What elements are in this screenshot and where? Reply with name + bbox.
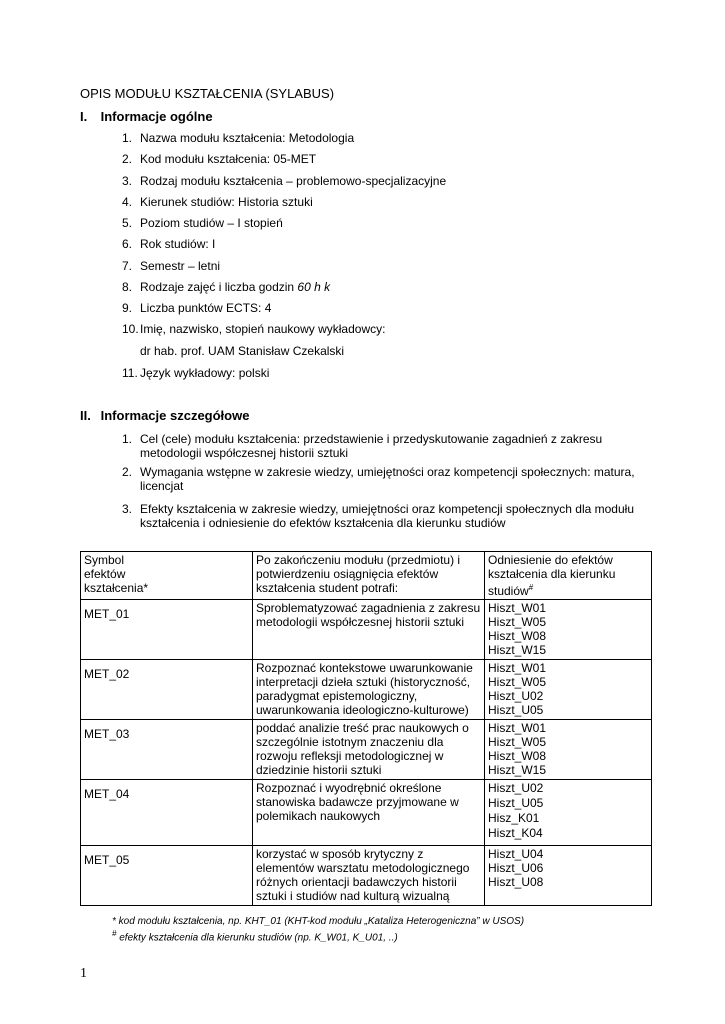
row-reference: Hiszt_W08: [488, 749, 547, 763]
row-description-cell: [253, 600, 485, 660]
table-row: [81, 780, 652, 846]
list-item-number: 10.: [122, 322, 139, 336]
list-item-text: Liczba punktów ECTS: 4: [140, 301, 272, 315]
row-description-line: rozwoju refleksji metodologicznej w: [256, 749, 444, 763]
table-row: [81, 660, 652, 720]
list-item-text: Cel (cele) modułu kształcenia: przedstawienie i przedyskutowanie zagadnień z zakresu metodologii współczesnej historii sztuki: [140, 432, 603, 460]
list-item-text: Wymagania wstępne w zakresie wiedzy, umiejętności oraz kompetencji społecznych: matura, licencjat: [140, 465, 635, 493]
row-description-cell: [253, 720, 485, 780]
row-reference-cell: [485, 600, 652, 660]
list-item-number: 8.: [122, 280, 133, 294]
section-2-heading: [80, 408, 249, 423]
list-item-text: Poziom studiów – I stopień: [140, 216, 283, 230]
row-reference: Hiszt_W05: [488, 615, 547, 629]
list-item-text: [140, 280, 330, 294]
row-reference: Hiszt_W05: [488, 735, 547, 749]
document-title: OPIS MODUŁU KSZTAŁCENIA (SYLABUS): [80, 86, 335, 101]
hours-emphasis: 60 h k: [297, 280, 331, 294]
row-reference: Hiszt_U05: [488, 796, 544, 810]
list-item-text: Język wykładowy: polski: [140, 366, 270, 380]
row-description-line: uwarunkowania ideologiczno-kulturowe): [256, 703, 469, 717]
row-symbol: MET_04: [84, 787, 130, 801]
header-line-text: studiów: [488, 584, 529, 598]
row-description-line: interpretacji dzieła sztuki (historyczność,: [256, 675, 471, 689]
row-description-line: korzystać w sposób krytyczny z: [256, 847, 424, 861]
row-description-line: polemikach naukowych: [256, 809, 381, 823]
row-description-line: stanowiska badawcze przyjmowane w: [256, 795, 459, 809]
row-reference: Hisz_K01: [488, 811, 540, 825]
footnote-text: efekty kształcenia dla kierunku studiów (np. K_W01, K_U01, ..): [116, 932, 398, 944]
list-item-text: Rodzaj modułu kształcenia – problemowo-specjalizacyjne: [140, 174, 447, 188]
list-item-number: 3.: [122, 502, 133, 516]
row-description-line: szczególnie istotnym znaczeniu dla: [256, 735, 444, 749]
list-item-number: 1.: [122, 432, 133, 446]
list-item-text: Semestr – letni: [140, 259, 221, 273]
row-symbol-cell: [81, 660, 253, 720]
list-item-text: Kod modułu kształcenia: 05-MET: [140, 152, 317, 166]
row-symbol-cell: [81, 846, 253, 906]
list-item-number: 1.: [122, 131, 133, 145]
list-item-text: Rok studiów: I: [140, 237, 216, 251]
row-description-line: sztuki i studiów nad kulturą wizualną: [256, 889, 450, 903]
header-line: kształcenia*: [84, 581, 149, 595]
list-item-number: 5.: [122, 216, 133, 230]
list-item-number: 7.: [122, 259, 133, 273]
header-reference: [485, 552, 652, 600]
row-reference: Hiszt_U04: [488, 847, 544, 861]
list-item-text: Nazwa modułu kształcenia: Metodologia: [140, 131, 355, 145]
table-row: [81, 846, 652, 906]
row-description-cell: [253, 660, 485, 720]
section-1-heading: [80, 109, 213, 124]
row-description-line: Rozpoznać kontekstowe uwarunkowanie: [256, 661, 473, 675]
list-item-number: 2.: [122, 152, 133, 166]
row-symbol: MET_01: [84, 607, 130, 621]
list-item-text-plain: Rodzaje zajęć i liczba godzin: [140, 280, 298, 294]
row-reference: Hiszt_W05: [488, 675, 547, 689]
section-2-title: Informacje szczegółowe: [100, 408, 250, 423]
row-description-cell: [253, 846, 485, 906]
header-line: potwierdzeniu osiągnięcia efektów: [256, 567, 439, 581]
row-description-line: elementów warsztatu metodologicznego: [256, 861, 470, 875]
row-description-cell: [253, 780, 485, 846]
row-reference: Hiszt_U02: [488, 689, 544, 703]
footnote-module-code: * kod modułu kształcenia, np. KHT_01 (KHT-kod modułu „Kataliza Heterogeniczna” w USOS): [112, 916, 525, 927]
row-reference-cell: [485, 720, 652, 780]
header-line: Po zakończeniu modułu (przedmiotu) i: [256, 553, 461, 567]
list-item-number: 2.: [122, 465, 133, 479]
hash-footnote-mark: #: [112, 929, 117, 938]
row-reference: Hiszt_W01: [488, 721, 547, 735]
header-line: [488, 581, 648, 598]
row-reference: Hiszt_K04: [488, 826, 543, 840]
row-reference: Hiszt_U05: [488, 703, 544, 717]
row-symbol-cell: [81, 780, 253, 846]
row-reference: Hiszt_W15: [488, 643, 547, 657]
row-description-line: Rozpoznać i wyodrębnić określone: [256, 781, 442, 795]
row-symbol-cell: [81, 720, 253, 780]
header-line: Odniesienie do efektów: [488, 553, 613, 567]
row-reference: Hiszt_U02: [488, 781, 544, 795]
table-header-row: [81, 552, 652, 600]
row-symbol-cell: [81, 600, 253, 660]
row-reference: Hiszt_U08: [488, 875, 544, 889]
row-description-line: Sproblematyzować zagadnienia z zakresu: [256, 601, 481, 615]
row-reference-cell: [485, 846, 652, 906]
header-line: Symbol: [84, 553, 125, 567]
table-row: [81, 720, 652, 780]
row-symbol: MET_02: [84, 667, 130, 681]
list-item-number: 6.: [122, 237, 133, 251]
header-line: efektów: [84, 567, 126, 581]
page-number: 1: [80, 966, 87, 981]
header-symbol: [81, 552, 253, 600]
list-item-number: 4.: [122, 195, 133, 209]
table-row: [81, 600, 652, 660]
section-1-number: I.: [80, 109, 88, 124]
row-reference-cell: [485, 660, 652, 720]
hash-footnote-mark: #: [528, 583, 534, 592]
row-reference: Hiszt_W15: [488, 763, 547, 777]
section-2-number: II.: [80, 408, 91, 423]
learning-outcomes-table: [80, 551, 652, 906]
row-description-line: dziedzinie historii sztuki: [256, 763, 382, 777]
row-description-line: różnych orientacji badawczych historii: [256, 875, 457, 889]
row-reference-cell: [485, 780, 652, 846]
footnote-program-outcomes: [112, 929, 398, 943]
list-item-number: 3.: [122, 174, 133, 188]
row-reference: Hiszt_W01: [488, 661, 547, 675]
header-description: [253, 552, 485, 600]
list-item-text: Kierunek studiów: Historia sztuki: [140, 195, 313, 209]
list-item-number: 9.: [122, 301, 133, 315]
row-reference: Hiszt_W08: [488, 629, 547, 643]
header-line: kształcenia student potrafi:: [256, 581, 399, 595]
list-item-text: Imię, nazwisko, stopień naukowy wykładowcy:: [140, 322, 386, 336]
row-symbol: MET_05: [84, 853, 130, 867]
row-description-line: poddać analizie treść prac naukowych o: [256, 721, 469, 735]
row-description-line: paradygmat epistemologiczny,: [256, 689, 418, 703]
list-item-text: Efekty kształcenia w zakresie wiedzy, umiejętności oraz kompetencji społecznych dla modułu kształcenia i odniesienie do efektów kształcenia dla kierunku studiów: [140, 502, 634, 530]
lecturer-name: dr hab. prof. UAM Stanisław Czekalski: [140, 344, 345, 358]
header-line: kształcenia dla kierunku: [488, 567, 616, 581]
row-reference: Hiszt_U06: [488, 861, 544, 875]
row-reference: Hiszt_W01: [488, 601, 547, 615]
row-symbol: MET_03: [84, 727, 130, 741]
row-description-line: metodologii współczesnej historii sztuki: [256, 615, 465, 629]
list-item-number: 11.: [122, 366, 138, 380]
section-1-title: Informacje ogólne: [100, 109, 213, 124]
